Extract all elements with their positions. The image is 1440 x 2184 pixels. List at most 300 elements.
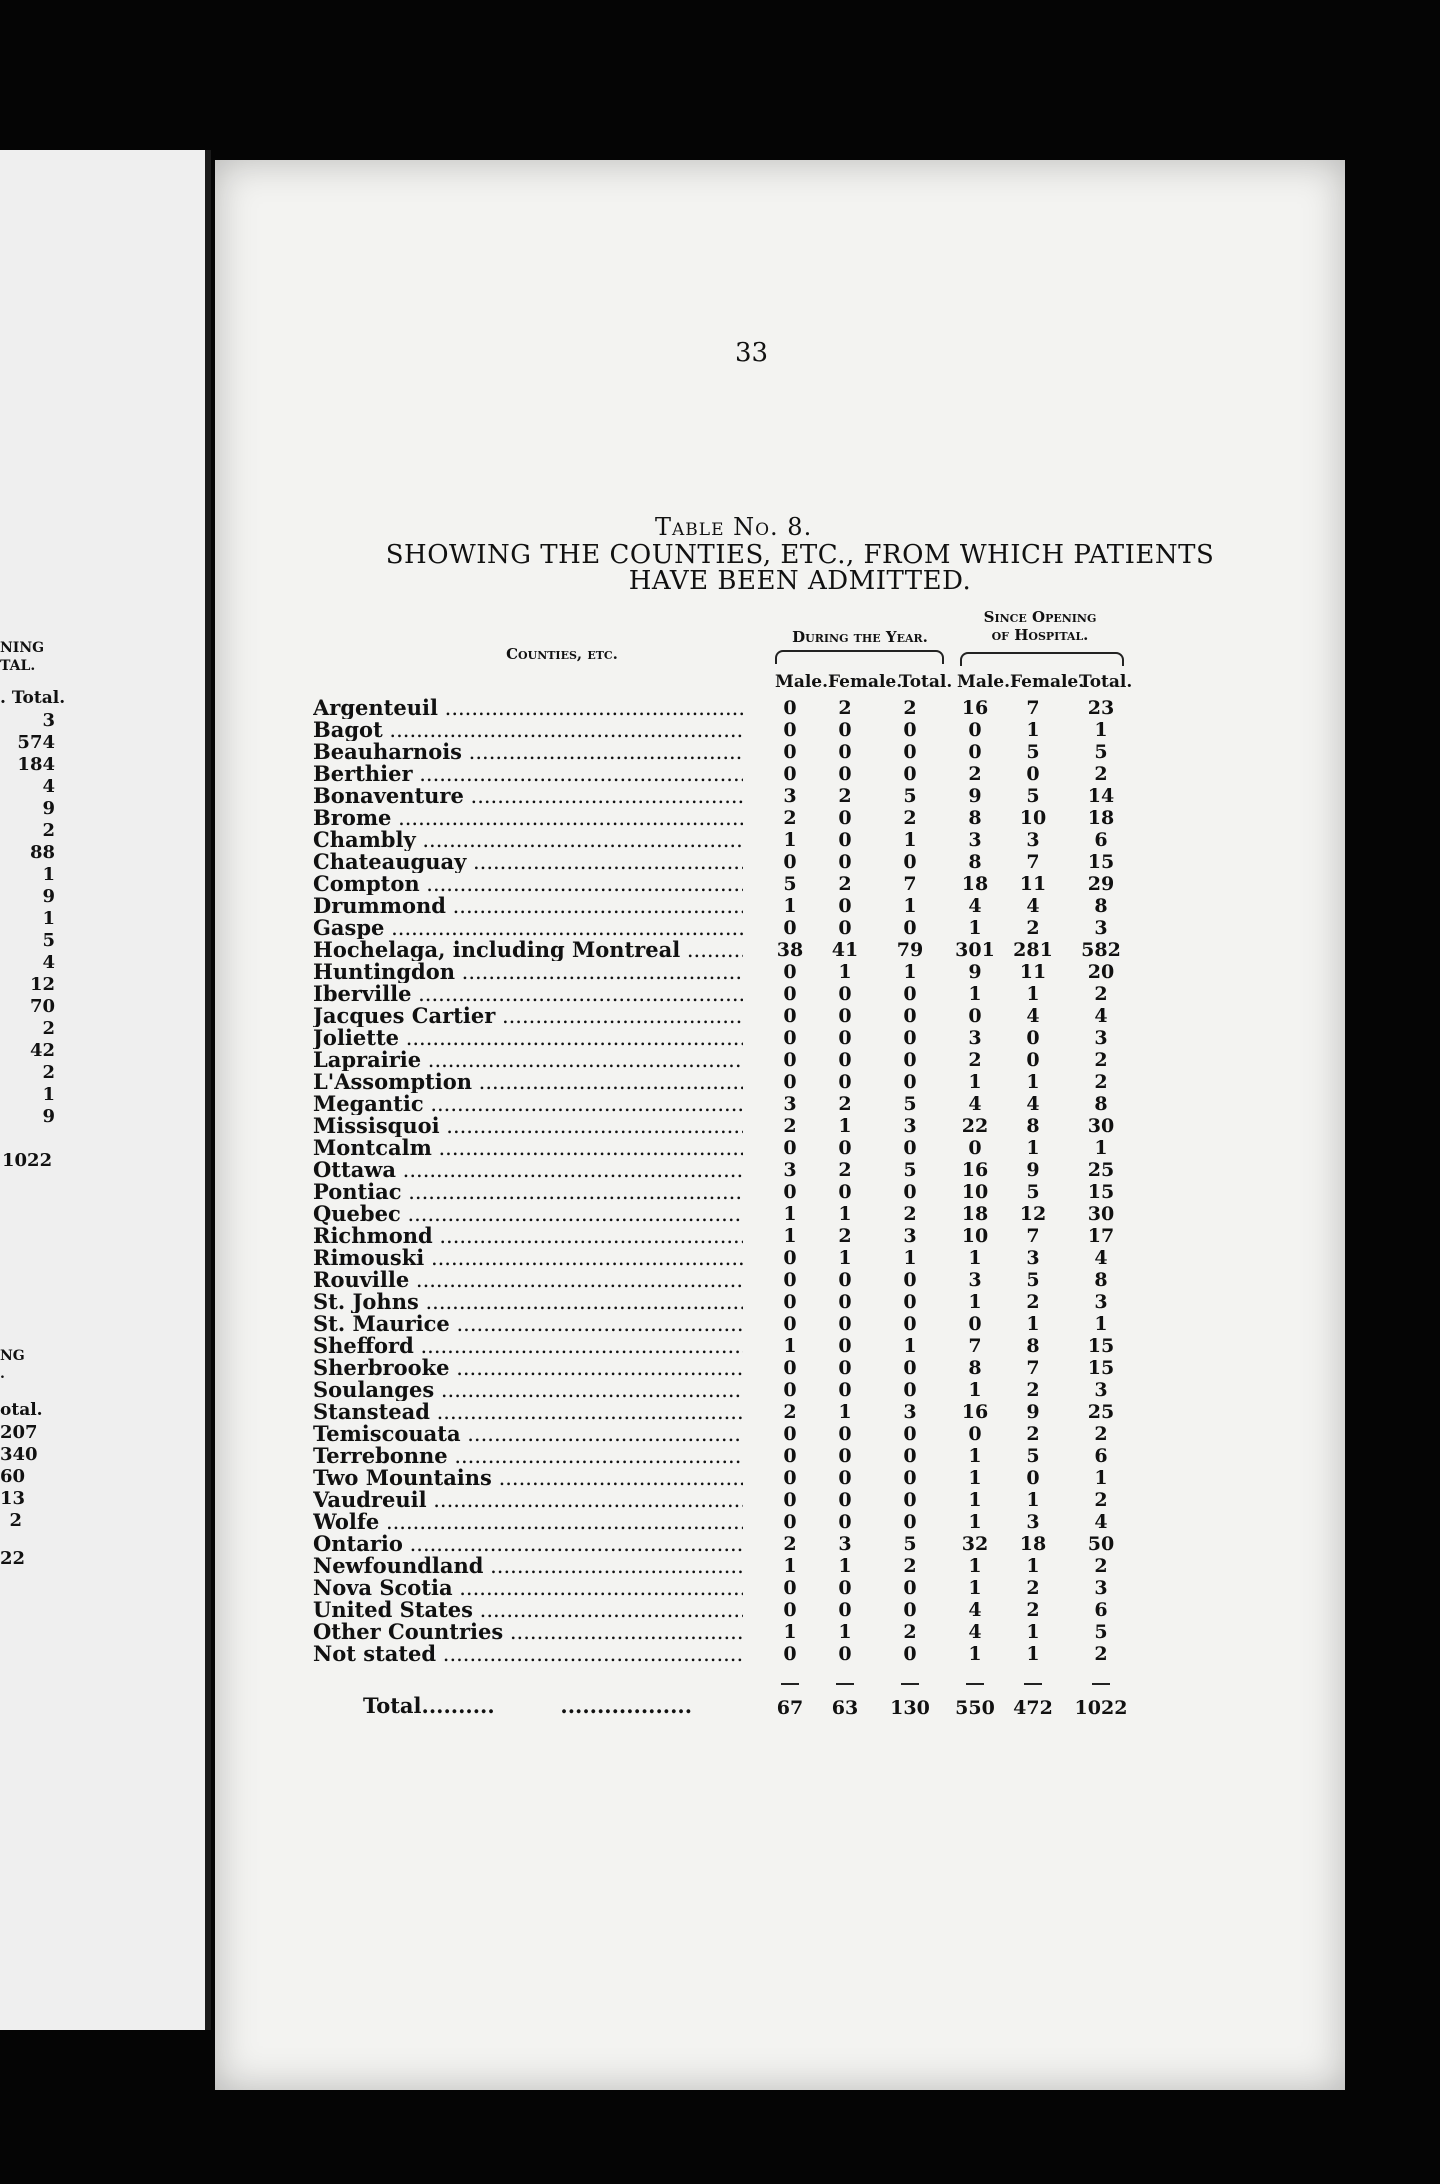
- left-value: 1: [42, 1084, 55, 1105]
- cell-so-f: 10: [1019, 807, 1047, 829]
- cell-so-t: 50: [1087, 1533, 1115, 1555]
- table-row: [215, 851, 1315, 873]
- since-opening-line-1: Since Opening: [983, 608, 1097, 626]
- left-value: 4: [42, 952, 55, 973]
- cell-so-t: 30: [1087, 1203, 1115, 1225]
- table-row: [215, 1313, 1315, 1335]
- cell-so-t: 4: [1094, 1005, 1108, 1027]
- cell-so-m: 1: [968, 1643, 982, 1665]
- dy-male-header: Male.: [775, 672, 829, 692]
- cell-so-m: 3: [968, 1269, 982, 1291]
- cell-dy-f: 0: [838, 1269, 852, 1291]
- cell-so-f: 18: [1019, 1533, 1047, 1555]
- cell-dy-m: 0: [783, 697, 797, 719]
- total-dy-t: 130: [890, 1697, 930, 1719]
- cell-so-m: 1: [968, 983, 982, 1005]
- cell-so-t: 23: [1087, 697, 1115, 719]
- left-total-head-2: otal.: [0, 1400, 43, 1420]
- table-title-line-2: HAVE BEEN ADMITTED.: [628, 566, 972, 596]
- cell-so-f: 1: [1026, 983, 1040, 1005]
- table-row: [215, 1181, 1315, 1203]
- county-name: Other Countries .....: [313, 1621, 743, 1643]
- left-value-2: 2: [9, 1510, 22, 1531]
- cell-so-m: 2: [968, 1049, 982, 1071]
- left-value: 1: [42, 908, 55, 929]
- county-name: Stanstead .....: [313, 1401, 743, 1423]
- cell-dy-m: 2: [783, 1533, 797, 1555]
- cell-so-t: 2: [1094, 1049, 1108, 1071]
- cell-dy-f: 2: [838, 1159, 852, 1181]
- cell-dy-m: 1: [783, 1203, 797, 1225]
- cell-so-t: 8: [1094, 1269, 1108, 1291]
- table-row: [215, 785, 1315, 807]
- sum-rule: [781, 1683, 799, 1685]
- cell-dy-t: 5: [903, 785, 917, 807]
- cell-so-f: 9: [1026, 1159, 1040, 1181]
- cell-so-m: 18: [961, 873, 989, 895]
- left-value: 184: [17, 754, 55, 775]
- total-dy-m: 67: [776, 1697, 804, 1719]
- county-name: Chambly .....: [313, 829, 743, 851]
- table-row: [215, 1489, 1315, 1511]
- cell-so-m: 0: [968, 719, 982, 741]
- left-total-head: . Total.: [0, 688, 66, 708]
- cell-dy-m: 0: [783, 763, 797, 785]
- table-row: [215, 1137, 1315, 1159]
- county-name: Gaspe .....: [313, 917, 743, 939]
- cell-so-t: 2: [1094, 1423, 1108, 1445]
- left-value: 5: [42, 930, 55, 951]
- cell-dy-m: 0: [783, 1137, 797, 1159]
- cell-so-f: 7: [1026, 851, 1040, 873]
- cell-dy-t: 0: [903, 1137, 917, 1159]
- cell-so-m: 16: [961, 1159, 989, 1181]
- cell-dy-t: 5: [903, 1533, 917, 1555]
- left-value: 12: [29, 974, 55, 995]
- since-opening-brace: [960, 652, 1124, 666]
- cell-dy-t: 0: [903, 1577, 917, 1599]
- cell-dy-t: 0: [903, 1049, 917, 1071]
- table-row: [215, 895, 1315, 917]
- cell-dy-m: 0: [783, 1445, 797, 1467]
- table-row: [215, 1159, 1315, 1181]
- cell-dy-t: 1: [903, 961, 917, 983]
- cell-dy-t: 0: [903, 851, 917, 873]
- left-value: 9: [42, 798, 55, 819]
- cell-so-m: 4: [968, 895, 982, 917]
- cell-so-f: 2: [1026, 1291, 1040, 1313]
- cell-so-t: 5: [1094, 1621, 1108, 1643]
- cell-dy-m: 0: [783, 1423, 797, 1445]
- table-row: [215, 1401, 1315, 1423]
- table-row: [215, 1379, 1315, 1401]
- cell-so-m: 22: [961, 1115, 989, 1137]
- cell-so-t: 1: [1094, 1313, 1108, 1335]
- cell-dy-m: 0: [783, 1467, 797, 1489]
- total-so-f: 472: [1013, 1697, 1053, 1719]
- cell-so-m: 1: [968, 1445, 982, 1467]
- county-name: Megantic .....: [313, 1093, 743, 1115]
- county-name: Ottawa .....: [313, 1159, 743, 1181]
- so-total-header: Total.: [1079, 672, 1133, 692]
- left-value: 2: [42, 820, 55, 841]
- cell-so-m: 7: [968, 1335, 982, 1357]
- cell-dy-t: 1: [903, 1335, 917, 1357]
- cell-dy-m: 0: [783, 983, 797, 1005]
- cell-dy-m: 0: [783, 1599, 797, 1621]
- cell-so-m: 3: [968, 829, 982, 851]
- cell-so-t: 3: [1094, 1577, 1108, 1599]
- counties-header: Counties, etc.: [506, 645, 618, 663]
- table-row: [215, 1533, 1315, 1555]
- county-name: Nova Scotia .....: [313, 1577, 743, 1599]
- cell-dy-t: 2: [903, 1621, 917, 1643]
- cell-dy-f: 0: [838, 1357, 852, 1379]
- left-head-2: TAL.: [0, 658, 36, 674]
- cell-dy-t: 3: [903, 1225, 917, 1247]
- cell-dy-t: 0: [903, 1423, 917, 1445]
- cell-so-t: 2: [1094, 1555, 1108, 1577]
- cell-so-t: 15: [1087, 1357, 1115, 1379]
- cell-so-m: 9: [968, 785, 982, 807]
- cell-dy-t: 0: [903, 1599, 917, 1621]
- table-row: [215, 1357, 1315, 1379]
- cell-dy-m: 38: [776, 939, 804, 961]
- table-row: [215, 1291, 1315, 1313]
- county-name: Argenteuil .....: [313, 697, 743, 719]
- so-male-header: Male.: [957, 672, 1011, 692]
- cell-dy-t: 0: [903, 1489, 917, 1511]
- cell-dy-f: 1: [838, 1401, 852, 1423]
- table-row: [215, 1335, 1315, 1357]
- cell-so-m: 301: [955, 939, 995, 961]
- cell-so-t: 8: [1094, 895, 1108, 917]
- cell-dy-f: 0: [838, 1489, 852, 1511]
- cell-dy-t: 0: [903, 1269, 917, 1291]
- cell-so-f: 5: [1026, 1181, 1040, 1203]
- cell-dy-f: 1: [838, 1555, 852, 1577]
- cell-dy-m: 1: [783, 1621, 797, 1643]
- table-row: [215, 1555, 1315, 1577]
- cell-dy-f: 0: [838, 917, 852, 939]
- cell-so-m: 1: [968, 1489, 982, 1511]
- table-row: [215, 829, 1315, 851]
- table-row: [215, 1511, 1315, 1533]
- cell-dy-f: 0: [838, 1467, 852, 1489]
- cell-so-m: 8: [968, 807, 982, 829]
- cell-dy-t: 1: [903, 895, 917, 917]
- cell-dy-f: 41: [831, 939, 859, 961]
- county-name: Rimouski .....: [313, 1247, 743, 1269]
- cell-so-t: 3: [1094, 917, 1108, 939]
- cell-so-f: 4: [1026, 1093, 1040, 1115]
- table-row: [215, 763, 1315, 785]
- cell-dy-m: 0: [783, 1489, 797, 1511]
- cell-dy-f: 0: [838, 1445, 852, 1467]
- cell-dy-f: 0: [838, 829, 852, 851]
- cell-so-f: 12: [1019, 1203, 1047, 1225]
- cell-so-t: 15: [1087, 851, 1115, 873]
- cell-dy-f: 2: [838, 697, 852, 719]
- cell-dy-m: 1: [783, 1555, 797, 1577]
- cell-dy-m: 0: [783, 1181, 797, 1203]
- cell-dy-m: 3: [783, 1093, 797, 1115]
- cell-dy-f: 2: [838, 873, 852, 895]
- cell-so-f: 281: [1013, 939, 1053, 961]
- county-name: Bagot .....: [313, 719, 743, 741]
- cell-dy-t: 0: [903, 1467, 917, 1489]
- sum-rule: [836, 1683, 854, 1685]
- table-row: [215, 873, 1315, 895]
- cell-dy-f: 0: [838, 1181, 852, 1203]
- cell-dy-m: 0: [783, 1577, 797, 1599]
- cell-so-f: 3: [1026, 1247, 1040, 1269]
- cell-dy-m: 0: [783, 1291, 797, 1313]
- cell-dy-f: 0: [838, 1511, 852, 1533]
- cell-dy-t: 0: [903, 741, 917, 763]
- cell-so-m: 10: [961, 1181, 989, 1203]
- total-label-text: Total: [363, 1693, 422, 1718]
- cell-dy-t: 0: [903, 917, 917, 939]
- total-label: Total.......... ..................: [363, 1693, 693, 1718]
- cell-so-f: 8: [1026, 1115, 1040, 1137]
- cell-so-m: 1: [968, 1577, 982, 1599]
- left-value-2: 207: [0, 1422, 38, 1443]
- cell-so-m: 18: [961, 1203, 989, 1225]
- cell-so-f: 7: [1026, 697, 1040, 719]
- cell-dy-t: 0: [903, 1181, 917, 1203]
- since-opening-header: [955, 608, 1125, 644]
- county-name: Drummond .....: [313, 895, 743, 917]
- cell-dy-f: 0: [838, 895, 852, 917]
- county-name: L'Assomption .....: [313, 1071, 743, 1093]
- cell-so-t: 3: [1094, 1291, 1108, 1313]
- table-row: [215, 1005, 1315, 1027]
- table-row: [215, 1049, 1315, 1071]
- cell-so-t: 6: [1094, 1599, 1108, 1621]
- table-row: [215, 939, 1315, 961]
- cell-so-m: 0: [968, 741, 982, 763]
- county-name: Terrebonne .....: [313, 1445, 743, 1467]
- cell-dy-t: 3: [903, 1401, 917, 1423]
- cell-so-f: 5: [1026, 1269, 1040, 1291]
- cell-dy-f: 0: [838, 741, 852, 763]
- cell-so-m: 1: [968, 1511, 982, 1533]
- left-value: 1: [42, 864, 55, 885]
- left-sum: 1022: [2, 1150, 53, 1171]
- cell-so-t: 2: [1094, 1489, 1108, 1511]
- cell-so-t: 8: [1094, 1093, 1108, 1115]
- cell-dy-t: 0: [903, 1313, 917, 1335]
- cell-dy-f: 0: [838, 1005, 852, 1027]
- cell-dy-m: 2: [783, 807, 797, 829]
- table-title: [360, 542, 1240, 594]
- since-opening-line-2: of Hospital.: [991, 626, 1089, 644]
- cell-so-f: 2: [1026, 1423, 1040, 1445]
- left-value: 2: [42, 1062, 55, 1083]
- cell-dy-m: 0: [783, 1071, 797, 1093]
- cell-dy-f: 0: [838, 763, 852, 785]
- table-row: [215, 1269, 1315, 1291]
- cell-so-f: 2: [1026, 1599, 1040, 1621]
- left-value: 574: [17, 732, 55, 753]
- county-name: Montcalm .....: [313, 1137, 743, 1159]
- table-row: [215, 983, 1315, 1005]
- county-name: United States .....: [313, 1599, 743, 1621]
- cell-so-f: 4: [1026, 895, 1040, 917]
- left-value: 9: [42, 886, 55, 907]
- cell-so-t: 6: [1094, 829, 1108, 851]
- during-year-header: During the Year.: [792, 628, 928, 646]
- cell-so-f: 5: [1026, 741, 1040, 763]
- cell-so-m: 0: [968, 1137, 982, 1159]
- county-name: Bonaventure .....: [313, 785, 743, 807]
- cell-so-t: 20: [1087, 961, 1115, 983]
- table-row: [215, 1621, 1315, 1643]
- cell-dy-m: 0: [783, 719, 797, 741]
- left-value: 42: [29, 1040, 55, 1061]
- cell-so-t: 14: [1087, 785, 1115, 807]
- cell-dy-f: 0: [838, 807, 852, 829]
- cell-so-t: 30: [1087, 1115, 1115, 1137]
- cell-so-f: 11: [1019, 961, 1047, 983]
- county-name: Quebec .....: [313, 1203, 743, 1225]
- left-value-2: 340: [0, 1444, 38, 1465]
- cell-dy-t: 0: [903, 1291, 917, 1313]
- county-name: Richmond .....: [313, 1225, 743, 1247]
- cell-so-m: 1: [968, 1467, 982, 1489]
- cell-so-f: 1: [1026, 1643, 1040, 1665]
- table-title-line-1: SHOWING THE COUNTIES, ETC., FROM WHICH PATIENTS: [385, 540, 1215, 570]
- table-row: [215, 697, 1315, 719]
- total-dy-f: 63: [831, 1697, 859, 1719]
- cell-dy-t: 1: [903, 1247, 917, 1269]
- cell-dy-f: 0: [838, 1313, 852, 1335]
- page-number: 33: [735, 338, 769, 368]
- cell-dy-f: 2: [838, 1093, 852, 1115]
- cell-dy-t: 79: [896, 939, 924, 961]
- table-row: [215, 1093, 1315, 1115]
- cell-so-t: 5: [1094, 741, 1108, 763]
- cell-so-f: 1: [1026, 1137, 1040, 1159]
- cell-dy-m: 0: [783, 917, 797, 939]
- cell-dy-f: 0: [838, 1577, 852, 1599]
- cell-so-f: 1: [1026, 1555, 1040, 1577]
- cell-so-f: 2: [1026, 1577, 1040, 1599]
- cell-so-t: 1: [1094, 1467, 1108, 1489]
- cell-dy-f: 0: [838, 1027, 852, 1049]
- cell-so-f: 9: [1026, 1401, 1040, 1423]
- cell-dy-t: 0: [903, 763, 917, 785]
- cell-dy-m: 0: [783, 1027, 797, 1049]
- cell-so-f: 3: [1026, 829, 1040, 851]
- cell-so-m: 4: [968, 1599, 982, 1621]
- cell-dy-t: 0: [903, 1071, 917, 1093]
- cell-so-f: 0: [1026, 763, 1040, 785]
- cell-dy-f: 0: [838, 1071, 852, 1093]
- cell-so-t: 2: [1094, 1643, 1108, 1665]
- sum-rule: [901, 1683, 919, 1685]
- cell-so-f: 0: [1026, 1049, 1040, 1071]
- table-row: [215, 1643, 1315, 1665]
- left-value: 70: [29, 996, 55, 1017]
- cell-so-f: 1: [1026, 1621, 1040, 1643]
- cell-so-f: 3: [1026, 1511, 1040, 1533]
- cell-dy-f: 2: [838, 785, 852, 807]
- cell-dy-t: 0: [903, 1005, 917, 1027]
- cell-so-f: 0: [1026, 1027, 1040, 1049]
- cell-dy-f: 0: [838, 983, 852, 1005]
- cell-dy-t: 0: [903, 1643, 917, 1665]
- cell-dy-f: 1: [838, 1115, 852, 1137]
- cell-dy-m: 0: [783, 1049, 797, 1071]
- table-row: [215, 719, 1315, 741]
- cell-so-t: 17: [1087, 1225, 1115, 1247]
- cell-dy-m: 0: [783, 1379, 797, 1401]
- left-value: 4: [42, 776, 55, 797]
- cell-so-f: 2: [1026, 917, 1040, 939]
- total-so-t: 1022: [1074, 1697, 1128, 1719]
- cell-so-t: 18: [1087, 807, 1115, 829]
- cell-dy-t: 3: [903, 1115, 917, 1137]
- cell-dy-m: 0: [783, 961, 797, 983]
- cell-dy-t: 2: [903, 1203, 917, 1225]
- cell-so-f: 2: [1026, 1379, 1040, 1401]
- sum-rule: [1024, 1683, 1042, 1685]
- county-name: St. Johns .....: [313, 1291, 743, 1313]
- cell-dy-f: 0: [838, 719, 852, 741]
- cell-dy-f: 1: [838, 1203, 852, 1225]
- cell-dy-f: 1: [838, 961, 852, 983]
- cell-so-m: 3: [968, 1027, 982, 1049]
- cell-dy-f: 2: [838, 1225, 852, 1247]
- cell-dy-f: 1: [838, 1621, 852, 1643]
- cell-dy-m: 1: [783, 1225, 797, 1247]
- county-name: Temiscouata .....: [313, 1423, 743, 1445]
- so-female-header: Female.: [1010, 672, 1085, 692]
- cell-dy-f: 0: [838, 1335, 852, 1357]
- cell-dy-m: 1: [783, 895, 797, 917]
- cell-dy-t: 2: [903, 697, 917, 719]
- county-name: Ontario .....: [313, 1533, 743, 1555]
- cell-so-t: 4: [1094, 1247, 1108, 1269]
- cell-dy-t: 2: [903, 1555, 917, 1577]
- cell-so-t: 25: [1087, 1401, 1115, 1423]
- cell-so-f: 1: [1026, 1489, 1040, 1511]
- county-name: Hochelaga, including Montreal .....: [313, 939, 743, 961]
- cell-dy-m: 5: [783, 873, 797, 895]
- cell-so-m: 1: [968, 1555, 982, 1577]
- cell-so-m: 1: [968, 1247, 982, 1269]
- cell-dy-t: 0: [903, 1357, 917, 1379]
- table-row: [215, 1115, 1315, 1137]
- cell-so-t: 3: [1094, 1379, 1108, 1401]
- cell-so-t: 25: [1087, 1159, 1115, 1181]
- county-name: Vaudreuil .....: [313, 1489, 743, 1511]
- county-name: St. Maurice .....: [313, 1313, 743, 1335]
- cell-dy-f: 0: [838, 1049, 852, 1071]
- cell-dy-m: 0: [783, 741, 797, 763]
- cell-so-m: 0: [968, 1313, 982, 1335]
- county-name: Not stated .....: [313, 1643, 743, 1665]
- county-name: Joliette .....: [313, 1027, 743, 1049]
- dy-female-header: Female.: [828, 672, 903, 692]
- left-head-3: NG: [0, 1348, 25, 1364]
- table-row: [215, 961, 1315, 983]
- county-name: Beauharnois .....: [313, 741, 743, 763]
- left-value: 88: [29, 842, 55, 863]
- county-name: Jacques Cartier .....: [313, 1005, 743, 1027]
